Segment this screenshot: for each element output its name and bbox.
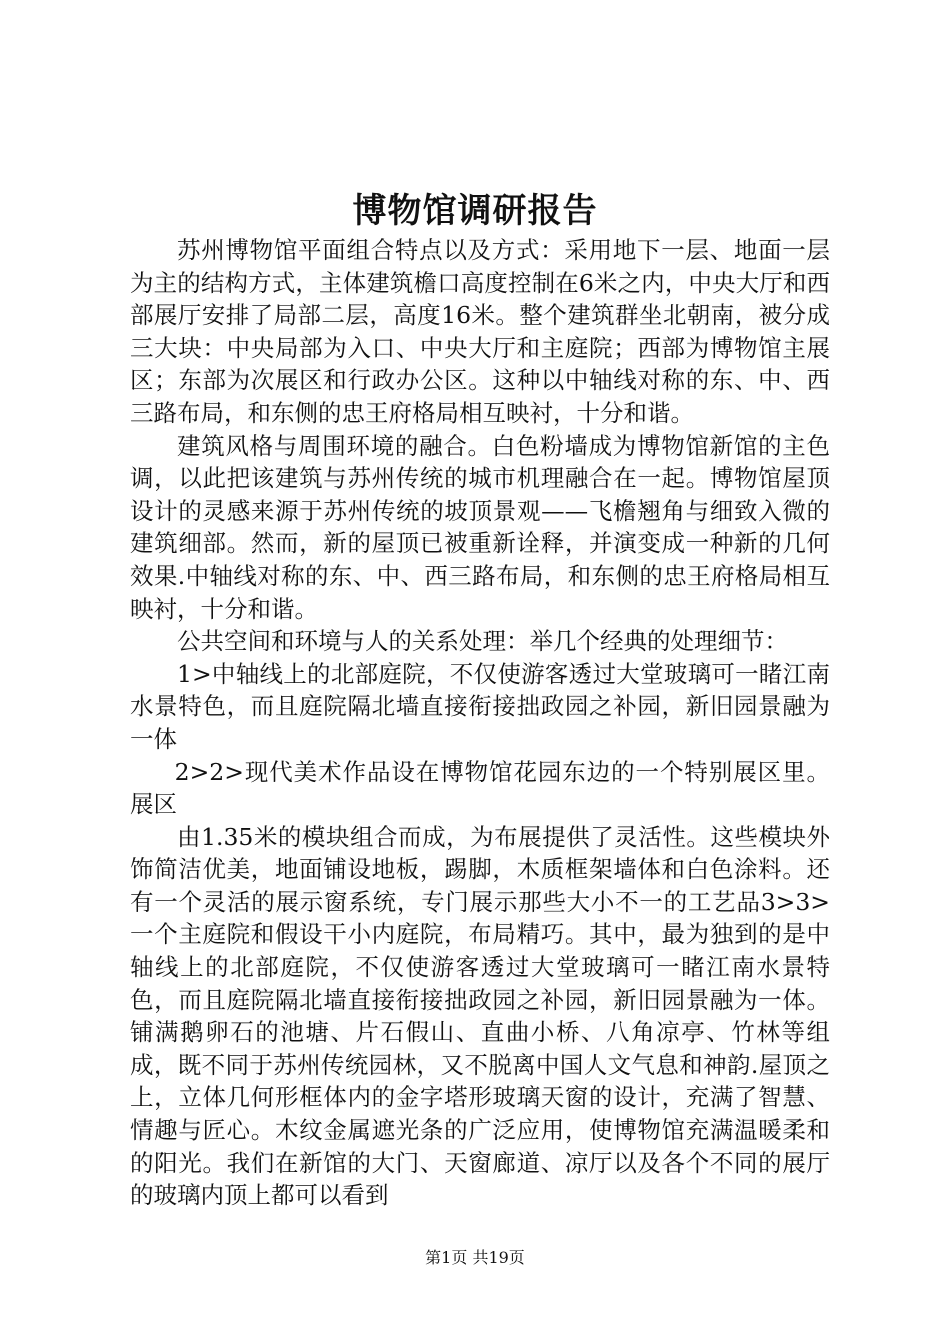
document-title: 博物馆调研报告 [352,191,598,231]
paragraph-public-space: 公共空间和环境与人的关系处理：举几个经典的处理细节： [177,627,788,656]
page-number-footer: 第1页 共19页 [425,1248,525,1267]
paragraph-modules: 由1.35米的模块组合而成，为布展提供了灵活性。这些模块外饰简洁优美，地面铺设地板，踢脚，木质框架墙体和白色涂料。还有一个灵活的展示窗系统，专门展示那些大小不一的工艺品3>3>一个主庭院和假设干小内庭院，布局精巧。其中，最为独到的是中轴线上的北部庭院，不仅使游客透过大堂玻璃可一睹江南水景特色，而且庭院隔北墙直接衔接拙政园之补园，新旧园景融为一体。铺满鹅卵石的池塘、片石假山、直曲小桥、八角凉亭、竹林等组成，既不同于苏州传统园林，又不脱离中国人文气息和神韵.屋顶之上，立体几何形框体内的金字塔形玻璃天窗的设计，充满了智慧、情趣与匠心。木纹金属遮光条的广泛应用，使博物馆充满温暖柔和的阳光。我们在新馆的大门、天窗廊道、凉厅以及各个不同的展厅的玻璃内顶上都可以看到 [130,822,830,1210]
paragraph-layout: 苏州博物馆平面组合特点以及方式：采用地下一层、地面一层为主的结构方式，主体建筑檐口高度控制在6米之内，中央大厅和西部展厅安排了局部二层，高度16米。整个建筑群坐北朝南，被分成三大块：中央局部为入口、中央大厅和主庭院；西部为博物馆主展区；东部为次展区和行政办公区。这种以中轴线对称的东、中、西三路布局，和东侧的忠王府格局相互映衬，十分和谐。 [130,236,830,427]
document-body [130,234,830,1212]
paragraph-item-2: 2>2>现代美术作品设在博物馆花园东边的一个特别展区里。展区 [130,757,830,819]
paragraph-style: 建筑风格与周围环境的融合。白色粉墙成为博物馆新馆的主色调，以此把该建筑与苏州传统的城市机理融合在一起。博物馆屋顶设计的灵感来源于苏州传统的坡顶景观——飞檐翘角与细致入微的建筑细部。然而，新的屋顶已被重新诠释，并演变成一种新的几何效果.中轴线对称的东、中、西三路布局，和东侧的忠王府格局相互映衬，十分和谐。 [130,431,830,623]
paragraph-item-1: 1>中轴线上的北部庭院，不仅使游客透过大堂玻璃可一睹江南水景特色，而且庭院隔北墙直接衔接拙政园之补园，新旧园景融为一体 [130,659,830,753]
